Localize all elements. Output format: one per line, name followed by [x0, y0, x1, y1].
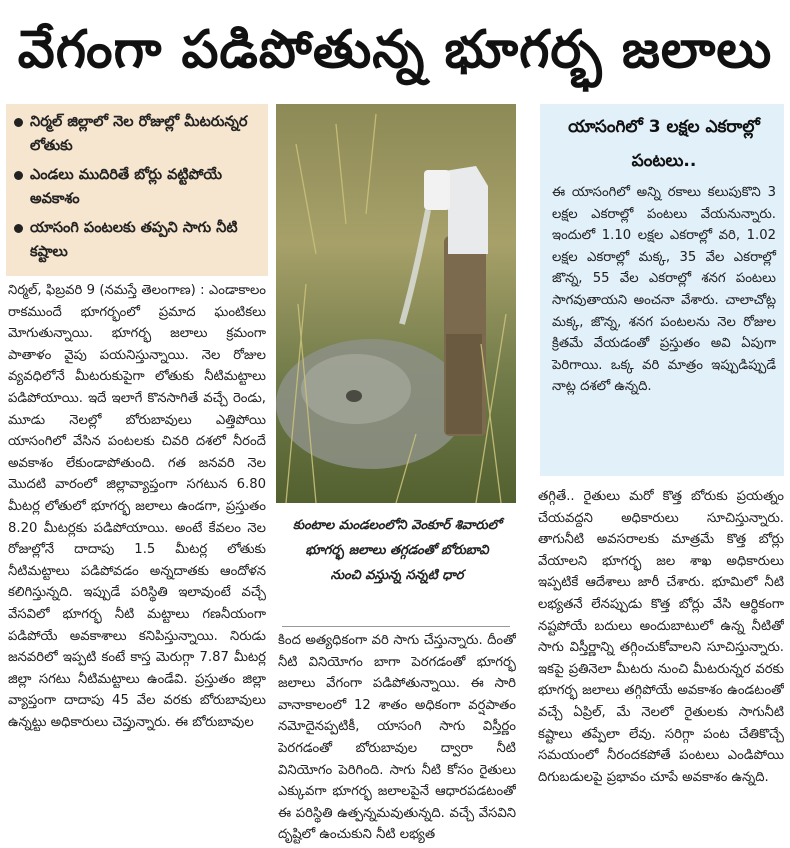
highlights-box [6, 104, 268, 276]
article-column-1 [8, 280, 266, 842]
dateline: నిర్మల్, ఫిబ్రవరి 9 (నమస్తే తెలంగాణ) : [8, 283, 205, 298]
caption-divider [282, 626, 510, 627]
article-column-2: కింద అత్యధికంగా వరి సాగు చేస్తున్నారు. దీంతో నీటి వినియోగం బాగా పెరగడంతో భూగర్భ జలాలు వేగంగా పడిపోతున్నాయి. ఈ సారి వానాకాలంలో 12 శాతం అధికంగా వర్షపాతం నమోదైనప్పటికీ, యాసంగి సాగు విస్తీర్ణం పెరగడంతో బోరుబావుల ద్వారా నీటి వినియోగం పెరిగింది. సాగు నీటి కోసం రైతులు ఎక్కువగా భూగర్భ జలాలపైనే ఆధారపడటంతో ఈ పరిస్థితి ఉత్పన్నమవుతున్నది. వచ్చే వేసవిని దృష్టిలో ఉంచుకుని నీటి లభ్యత [278, 633, 516, 843]
photo-caption: కుంటాల మండలంలోని వెంకూర్ శివారులో భూగర్భ జలాలు తగ్గడంతో బోరుబావి నుంచి వస్తున్న సన్నటి ధార [292, 518, 502, 583]
headline: వేగంగా పడిపోతున్న భూగర్భ జలాలు [17, 20, 773, 80]
sidebar-title: యాసంగిలో 3 లక్షల ఎకరాల్లో పంటలు.. [568, 117, 760, 171]
highlight-item: ఎండలు ముదిరితే బోర్లు వట్టిపోయే అవకాశం [14, 163, 262, 211]
sidebar-box [540, 104, 784, 476]
bullet-icon [14, 224, 23, 233]
highlight-item: యాసంగి పంటలకు తప్పని సాగు నీటి కష్టాలు [14, 216, 262, 264]
borewell-photo [276, 104, 516, 503]
bullet-icon [14, 118, 23, 127]
bullet-icon [14, 171, 23, 180]
article-column-3: తగ్గితే.. రైతులు మరో కొత్త బోరుకు ప్రయత్నం చేయవద్దని అధికారులు సూచిస్తున్నారు. తాగునీటి అవసరాలకు మాత్రమే కొత్త బోర్లు వేయాలని భూగర్భ జల శాఖ అధికారులు ఇప్పటికే ఆదేశాలు జారీ చేశారు. భూమిలో నీటి లభ్యతనే లేనప్పుడు కొత్త బోర్లు వేసి ఆర్థికంగా నష్టపోయే బదులు అందుబాటులో ఉన్న నీటితో సాగు విస్తీర్ణాన్ని తగ్గించుకోవాలని సూచిస్తున్నారు. ఇకపై ప్రతినెలా మీటరు నుంచి మీటరున్నర వరకు భూగర్భ జలాలు తగ్గిపోయే అవకాశం ఉండటంతో వచ్చే ఏప్రిల్, మే నెలలో రైతులకు సాగునీటి కష్టాలు తప్పేలా లేవు. సరిగ్గా పంట చేతికొచ్చే సమయంలో నీరందకపోతే పంటలు ఎండిపోయి దిగుబడులపై ప్రభావం చూపే అవకాశం ఉన్నది. [538, 489, 784, 785]
article-text-1: ఎండాకాలం రాకముందే భూగర్భంలో ప్రమాద ఘంటికలు మోగుతున్నాయి. భూగర్భ జలాలు క్రమంగా పాతాళం వైపు పయనిస్తున్నాయి. నెల రోజుల వ్యవధిలోనే మీటరుకుపైగా లోతుకు నీటిమట్టాలు పడిపోయాయి. ఇదే ఇలాగే కొనసాగితే వచ్చే రెండు, మూడు నెలల్లో బోరుబావులు ఎత్తిపోయి యాసంగిలో వేసిన పంటలకు చివరి దశలో నీరందే అవకాశం లేకుండాపోతుంది. గత జనవరి నెల మొదటి వారంలో జిల్లావ్యాప్తంగా సగటున 6.80 మీటర్ల లోతులో భూగర్భ జలాలు ఉండగా, ప్రస్తుతం 8.20 మీటర్లకు పడిపోయాయి. అంటే కేవలం నెల రోజుల్లోనే దాదాపు 1.5 మీటర్ల లోతుకు నీటిమట్టాలు పడిపోవడం అన్నదాతకు ఆందోళన కలిగిస్తున్నది. ఇప్పుడే పరిస్థితి ఇలావుంటే వచ్చే వేసవిలో భూగర్భ నీటి మట్టాలు గణనీయంగా పడిపోయే అవకాశాలు కనిపిస్తున్నాయి. నిరుడు జనవరిలో ఇప్పటి కంటే కాస్త మెరుగ్గా 7.87 మీటర్ల జిల్లా సగటు నీటిమట్టాలు ఉండేవి. ప్రస్తుతం జిల్లా వ్యాప్తంగా దాదాపు 45 వేల వరకు బోరుబావులు ఉన్నట్టు అధికారులు చెప్తున్నారు. ఈ బోరుబావుల [8, 283, 266, 730]
highlight-item: నిర్మల్ జిల్లాలో నెల రోజుల్లో మీటరున్నర లోతుకు [14, 110, 262, 158]
sidebar-body: ఈ యాసంగిలో అన్ని రకాలు కలుపుకొని 3 లక్షల ఎకరాల్లో పంటలు వేయనున్నారు. ఇందులో 1.10 లక్షల ఎకరాల్లో వరి, 1.02 లక్షల ఎకరాల్లో మక్క, 35 వేల ఎకరాల్లో జొన్న, 55 వేల ఎకరాల్లో శనగ పంటలు సాగవుతాయని అంచనా వేశారు. చాలాచోట్ల మక్క, జొన్న, శనగ పంటలను నెల రోజుల క్రితమే వేయడంతో ప్రస్తుతం అవి ఏపుగా పెరిగాయి. ఒక్క వరి మాత్రం ఇప్పుడిప్పుడే నాట్ల దశలో ఉన్నది. [552, 185, 776, 395]
